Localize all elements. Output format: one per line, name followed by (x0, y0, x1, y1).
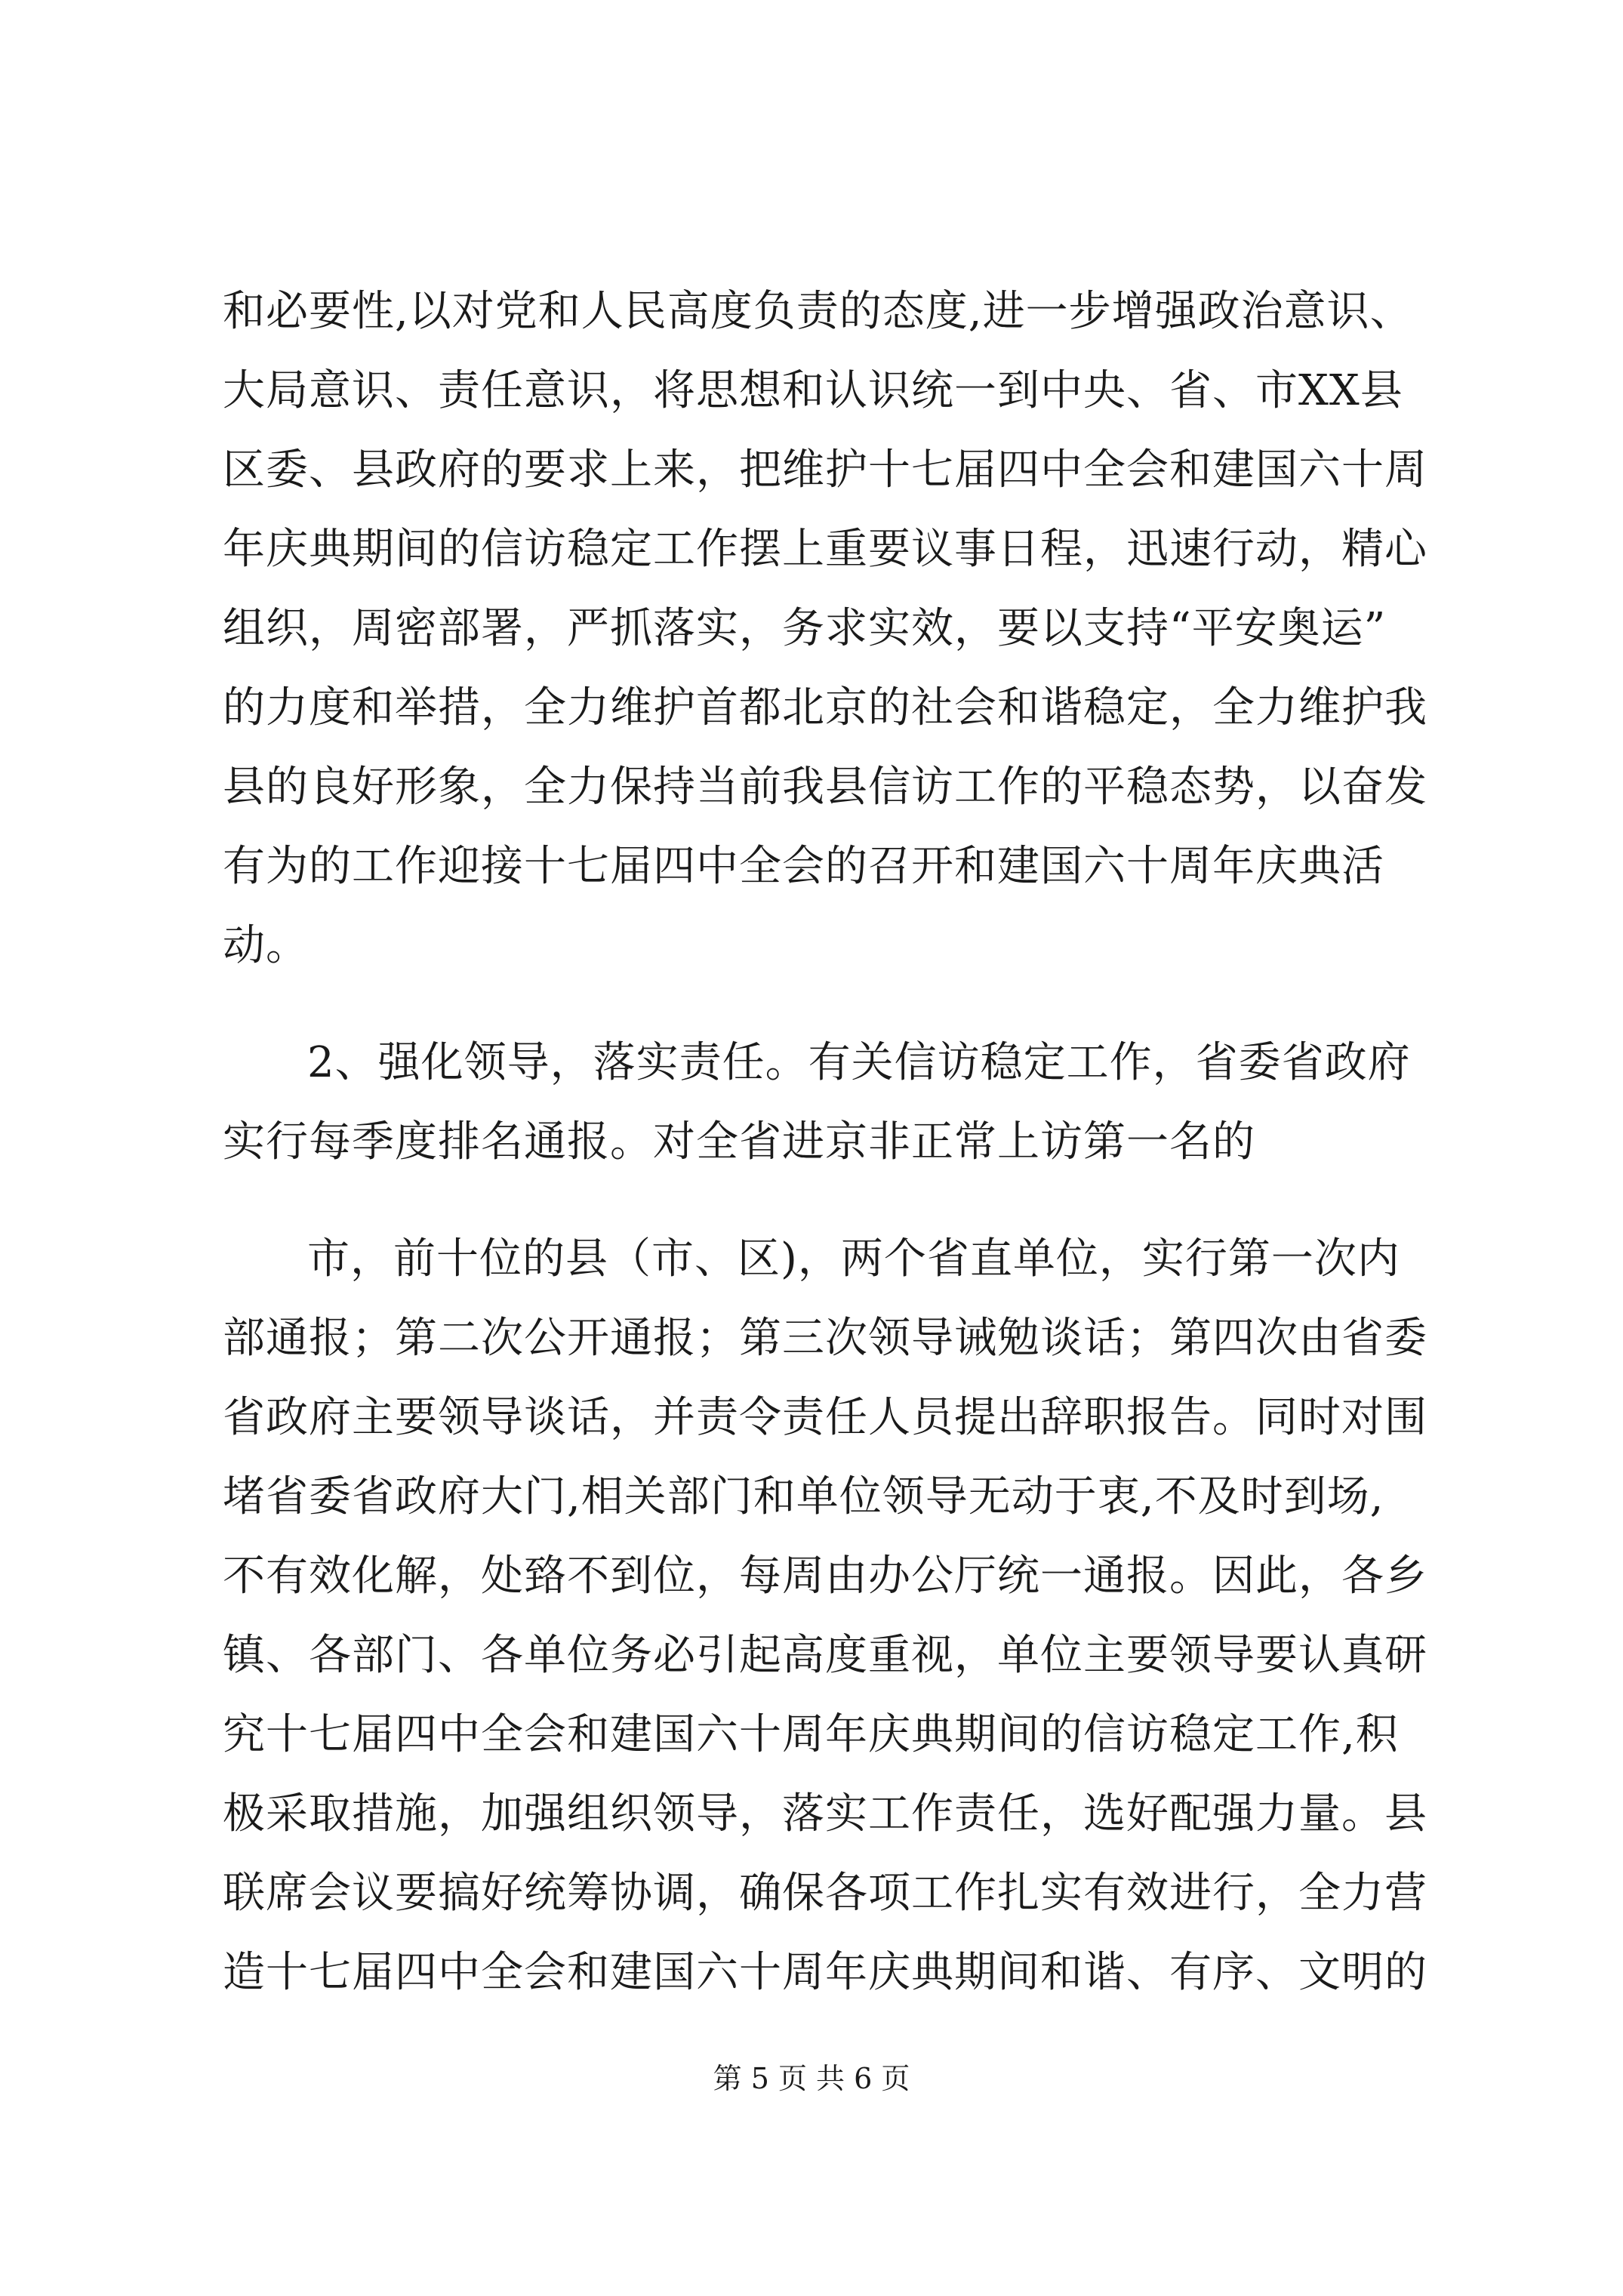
text-line: 组织，周密部署，严抓落实，务求实效，要以支持“平安奥运” (223, 604, 1387, 653)
text-line: 的力度和举措，全力维护首都北京的社会和谐稳定，全力维护我 (223, 683, 1427, 732)
text-line: 区委、县政府的要求上来，把维护十七届四中全会和建国六十周 (223, 445, 1427, 495)
text-line: 大局意识、责任意识，将思想和认识统一到中央、省、市XX县 (223, 366, 1403, 415)
text-line: 实行每季度排名通报。对全省进京非正常上访第一名的 (223, 1117, 1255, 1166)
text-line: 动。 (223, 921, 309, 970)
page-footer (0, 2060, 1623, 2097)
text-line: 2、强化领导，落实责任。有关信访稳定工作，省委省政府 (307, 1038, 1411, 1087)
text-line: 不有效化解，处臵不到位，每周由办公厅统一通报。因此，各乡 (223, 1552, 1427, 1601)
text-line: 省政府主要领导谈话，并责令责任人员提出辞职报告。同时对围 (223, 1393, 1427, 1442)
paragraph-1 (223, 272, 1431, 985)
text-line: 年庆典期间的信访稳定工作摆上重要议事日程，迅速行动，精心 (223, 525, 1427, 574)
paragraph-2 (223, 1023, 1431, 1182)
text-line: 市，前十位的县（市、区)，两个省直单位，实行第一次内 (307, 1234, 1400, 1284)
paragraph-3 (223, 1219, 1431, 2012)
text-line: 堵省委省政府大门,相关部门和单位领导无动于衷,不及时到场, (223, 1472, 1384, 1521)
paragraph-spacer (223, 985, 1431, 1023)
text-line: 究十七届四中全会和建国六十周年庆典期间的信访稳定工作,积 (223, 1710, 1399, 1759)
paragraph-spacer (223, 1182, 1431, 1219)
text-line: 和必要性,以对党和人民高度负责的态度,进一步增强政治意识、 (223, 287, 1413, 336)
document-body (223, 272, 1431, 2012)
text-line: 镇、各部门、各单位务必引起高度重视，单位主要领导要认真研 (223, 1631, 1427, 1680)
text-line: 联席会议要搞好统筹协调，确保各项工作扎实有效进行，全力营 (223, 1869, 1427, 1918)
page-number: 第 5 页 共 6 页 (713, 2062, 910, 2095)
text-line: 县的良好形象，全力保持当前我县信访工作的平稳态势，以奋发 (223, 763, 1427, 812)
text-line: 造十七届四中全会和建国六十周年庆典期间和谐、有序、文明的 (223, 1948, 1427, 1997)
text-line: 极采取措施，加强组织领导，落实工作责任，选好配强力量。县 (223, 1789, 1427, 1838)
text-line: 有为的工作迎接十七届四中全会的召开和建国六十周年庆典活 (223, 842, 1384, 891)
text-line: 部通报；第二次公开通报；第三次领导诫勉谈话；第四次由省委 (223, 1314, 1427, 1363)
